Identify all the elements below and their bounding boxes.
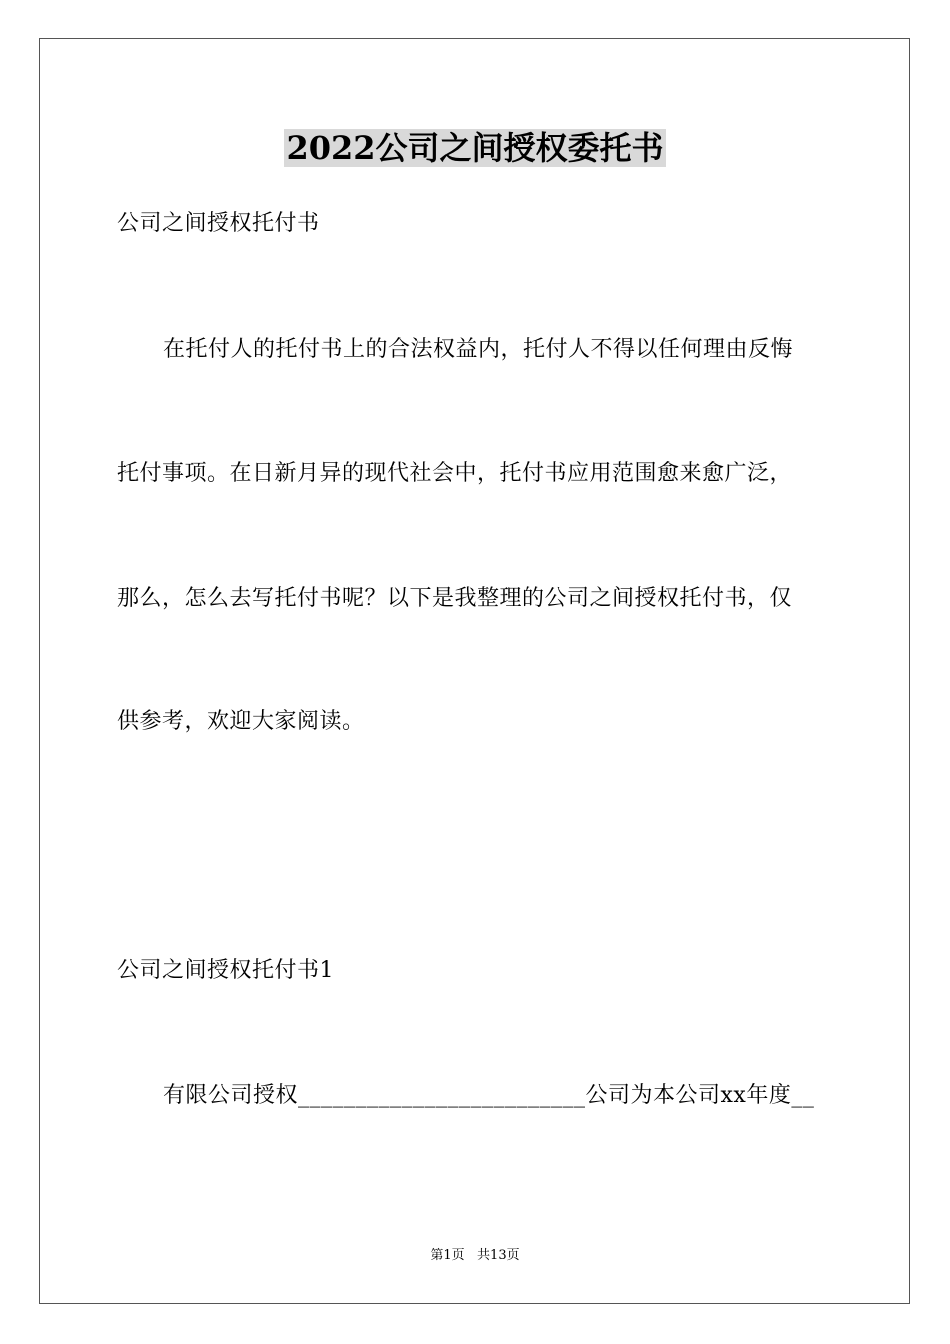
paragraph-line: 供参考，欢迎大家阅读。 xyxy=(117,709,365,734)
paragraph-line: 在托付人的托付书上的合法权益内，托付人不得以任何理由反悔 xyxy=(163,337,794,362)
paragraph-line: 那么，怎么去写托付书呢？以下是我整理的公司之间授权托付书，仅 xyxy=(117,586,793,611)
document-title-text: 2022公司之间授权委托书 xyxy=(286,129,664,167)
paragraph-line: 托付事项。在日新月异的现代社会中，托付书应用范围愈来愈广泛， xyxy=(117,461,793,486)
page-number-footer: 第1页 共13页 xyxy=(430,1248,520,1263)
document-subtitle: 公司之间授权托付书 xyxy=(117,211,320,236)
section-text-line: 有限公司授权_________________________公司为本公司xx年度__ xyxy=(163,1083,815,1108)
section-heading: 公司之间授权托付书1 xyxy=(117,958,334,983)
document-title xyxy=(0,128,950,168)
